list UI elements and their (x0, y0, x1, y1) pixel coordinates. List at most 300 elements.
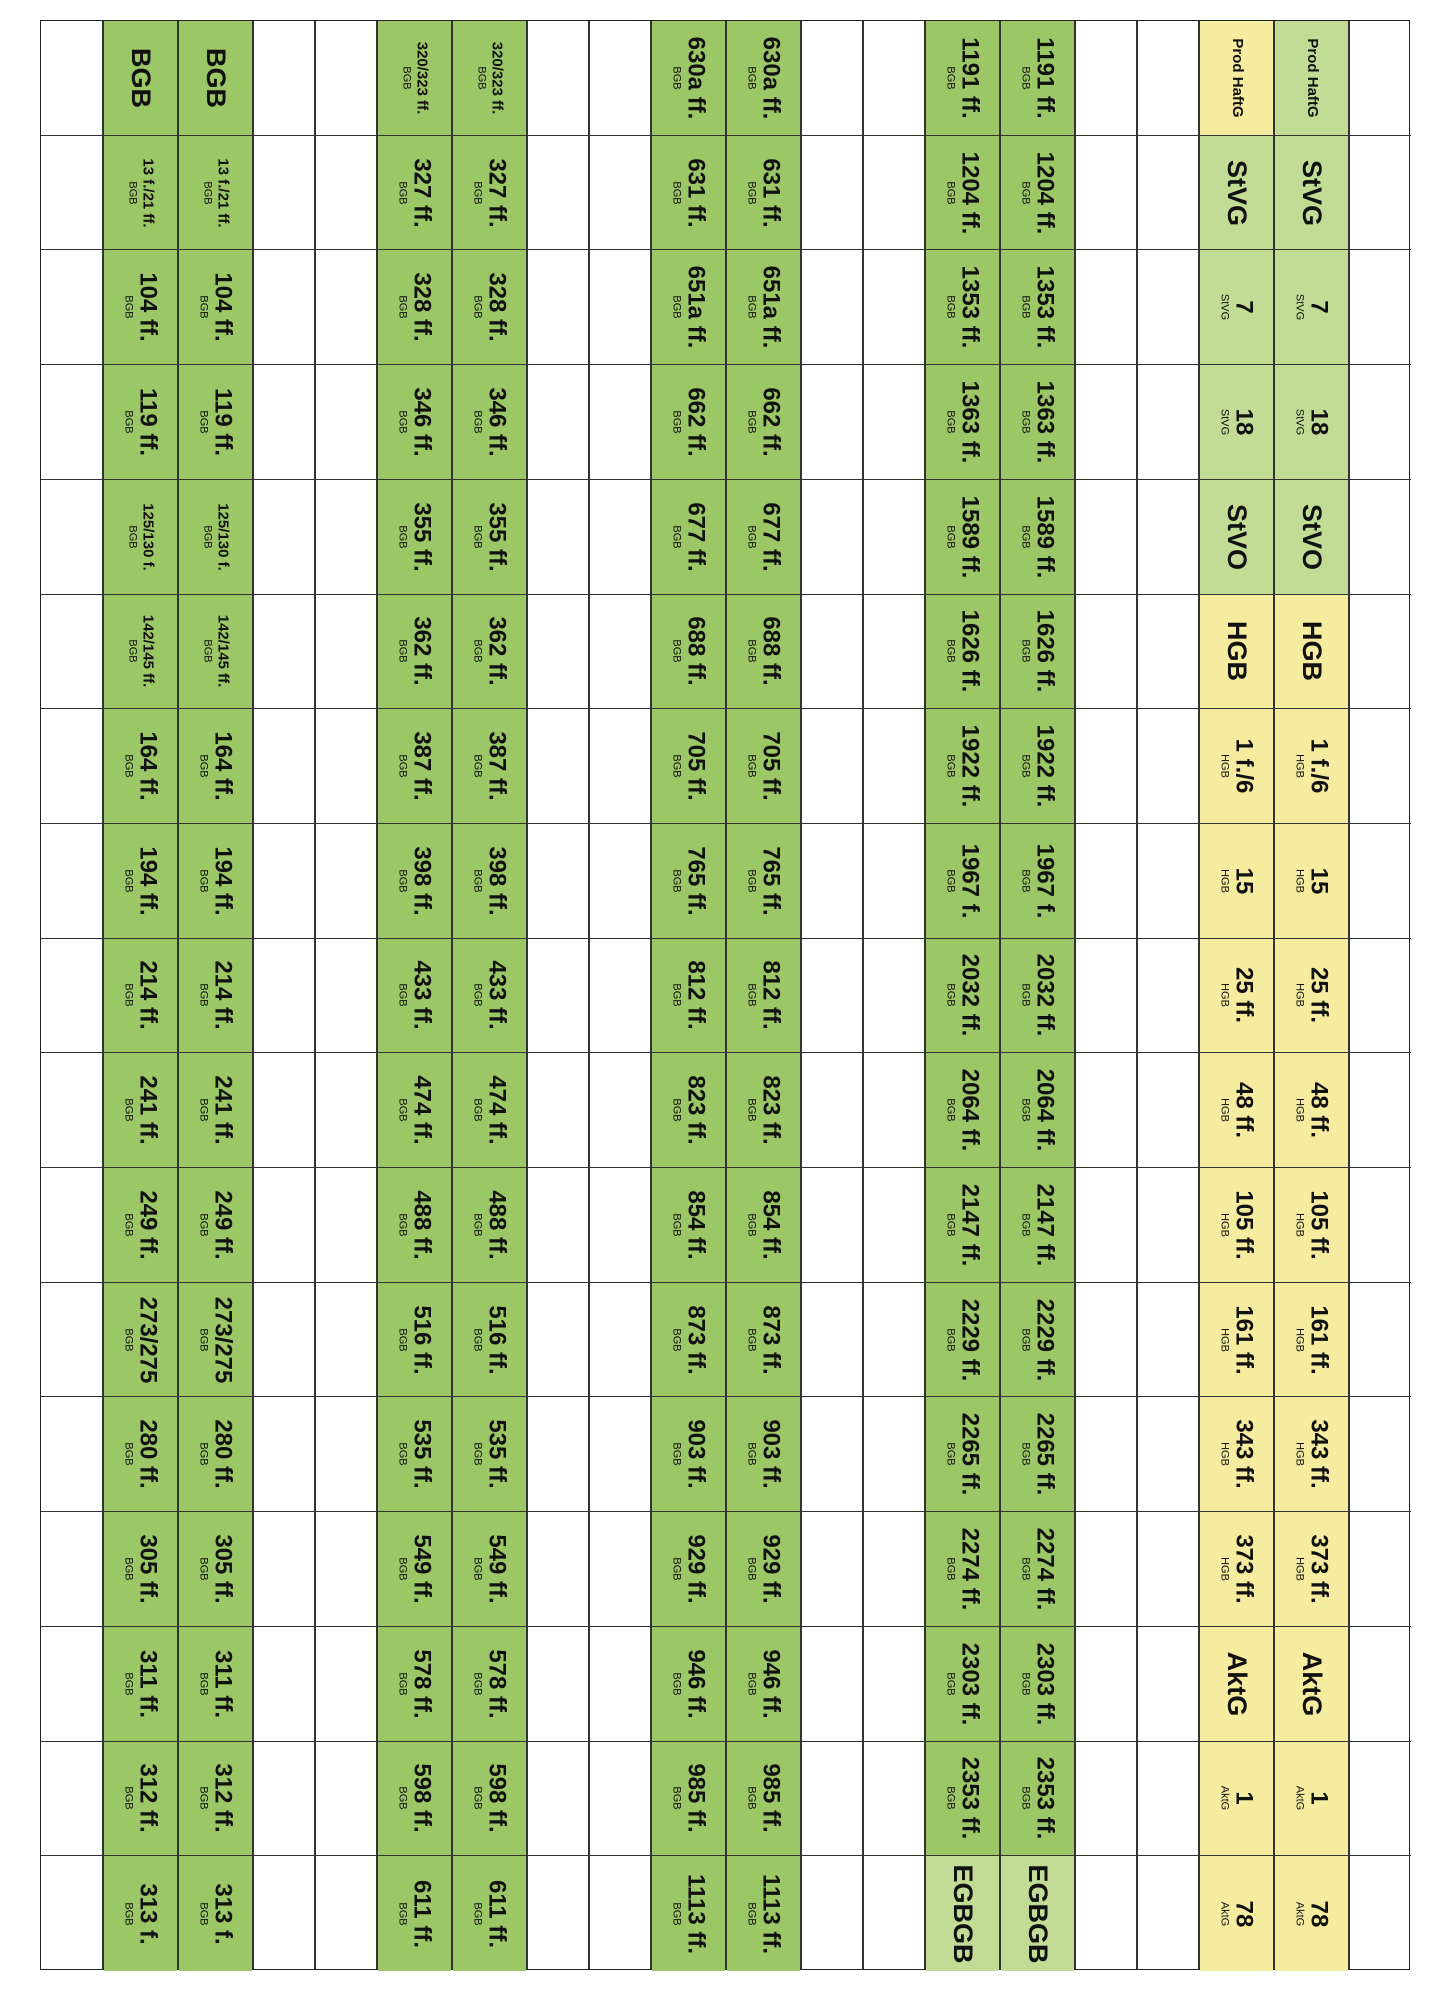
tab-law-abbreviation: BGB (470, 410, 483, 434)
empty-cell (802, 595, 862, 710)
tab-label: 313 f. (133, 1882, 161, 1945)
tab-law-abbreviation: BGB (121, 983, 134, 1008)
empty-cell (254, 1512, 314, 1627)
tab-law-abbreviation: BGB (196, 1327, 209, 1352)
tab-cell-content (126, 503, 155, 571)
empty-cell (528, 1627, 588, 1742)
tab-cell (727, 1053, 800, 1168)
tab-cell (1001, 1742, 1074, 1857)
tab-law-abbreviation: BGB (470, 1098, 483, 1122)
tab-cell (179, 1283, 252, 1398)
tab-law-abbreviation: BGB (744, 754, 757, 778)
tab-label: 398 ff. (407, 846, 435, 916)
tab-cell-content (395, 273, 434, 342)
tab-cell-content (1222, 1651, 1250, 1716)
tab-cell (727, 1627, 800, 1742)
empty-cell (1138, 480, 1198, 595)
tab-cell-content (1222, 160, 1250, 226)
tab-cell (104, 250, 177, 365)
tab-law-abbreviation: BGB (121, 295, 134, 319)
tab-cell (104, 595, 177, 710)
tab-cell (926, 365, 999, 480)
tab-label: 1 f./6 (1304, 738, 1332, 794)
tab-cell-content (1292, 294, 1331, 320)
tab-label: 2265 ff. (955, 1412, 983, 1496)
tab-cell (179, 1053, 252, 1168)
tab-cell-content (470, 502, 509, 571)
tab-column-c7 (452, 21, 527, 1969)
empty-cell (254, 1397, 314, 1512)
tab-cell-content (121, 1076, 160, 1145)
tab-label: 320/323 ff. (488, 41, 506, 115)
empty-cell (1350, 250, 1411, 365)
empty-cell (41, 21, 102, 136)
tab-cell-content (1018, 954, 1057, 1037)
tab-cell-content (1018, 1757, 1057, 1840)
tab-cell (926, 824, 999, 939)
tab-label: 985 ff. (756, 1763, 784, 1834)
tab-label: 2147 ff. (1030, 1183, 1058, 1267)
tab-law-abbreviation: BGB (669, 1902, 682, 1926)
empty-cell (254, 595, 314, 710)
tab-label: 105 ff. (1304, 1190, 1332, 1260)
tab-cell-content (669, 1649, 708, 1718)
tab-cell-content (196, 1296, 235, 1383)
tab-law-abbreviation: BGB (943, 1327, 956, 1352)
tab-law-abbreviation: HGB (1217, 1212, 1230, 1237)
empty-cell (1138, 595, 1198, 710)
tab-label: 854 ff. (756, 1190, 784, 1260)
tab-label: 48 ff. (1304, 1082, 1332, 1139)
tab-law-abbreviation: BGB (121, 1902, 134, 1926)
empty-cell (528, 1512, 588, 1627)
empty-cell (864, 1512, 924, 1627)
tab-law-abbreviation: HGB (1292, 1098, 1305, 1123)
tab-label: 1353 ff. (1030, 265, 1058, 349)
tab-cell-content (1297, 621, 1325, 681)
tab-label: 662 ff. (756, 387, 784, 457)
empty-cell (1350, 709, 1411, 824)
tab-label: 214 ff. (133, 960, 161, 1031)
tab-label: 631 ff. (756, 157, 784, 228)
tab-cell-content (121, 388, 160, 456)
tab-cell-content (669, 1534, 708, 1603)
tab-label: 373 ff. (1229, 1534, 1257, 1604)
tab-label: 355 ff. (407, 501, 435, 572)
empty-cell (41, 1856, 102, 1971)
tab-law-abbreviation: BGB (121, 1672, 134, 1696)
tab-law-abbreviation: BGB (744, 1557, 757, 1581)
tab-law-abbreviation: BGB (744, 1213, 757, 1237)
tab-law-abbreviation: AktG (1217, 1786, 1230, 1811)
tab-cell-content (669, 617, 708, 686)
tab-cell-content (1018, 1642, 1057, 1725)
empty-cell (1138, 1512, 1198, 1627)
empty-cell (1138, 250, 1198, 365)
tab-cell-content (744, 846, 783, 915)
empty-cell (1350, 1512, 1411, 1627)
tab-cell (378, 250, 451, 365)
tab-law-abbreviation: BGB (196, 1213, 209, 1237)
empty-cell (590, 1627, 650, 1742)
tab-label: EGBGB (947, 1864, 978, 1964)
tab-label: 241 ff. (208, 1075, 236, 1145)
empty-cell (41, 1283, 102, 1398)
empty-cell (316, 21, 376, 136)
tab-label: StVG (1296, 159, 1327, 226)
tab-cell (453, 1512, 526, 1627)
empty-cell (1076, 824, 1136, 939)
tab-cell-content (470, 158, 509, 227)
tab-law-abbreviation: BGB (395, 983, 408, 1008)
tab-cell-content (744, 1420, 783, 1489)
empty-cell (802, 709, 862, 824)
tab-cell (652, 1627, 725, 1742)
tab-cell-content (470, 273, 509, 342)
tab-cell-content (744, 387, 783, 456)
tab-law-abbreviation: BGB (943, 1672, 956, 1696)
empty-cell (1350, 1283, 1411, 1398)
empty-cell (41, 480, 102, 595)
empty-cell (254, 365, 314, 480)
tab-law-abbreviation: BGB (943, 66, 956, 90)
tab-label: 1922 ff. (955, 724, 983, 808)
tab-law-abbreviation: BGB (126, 525, 139, 549)
tab-label: Prod HaftG (1303, 38, 1321, 118)
empty-cell (864, 709, 924, 824)
tab-cell-content (744, 731, 783, 800)
tab-label: 119 ff. (133, 387, 161, 456)
tab-label: AktG (1296, 1651, 1327, 1716)
tab-column-c10 (651, 21, 726, 1969)
tab-cell-content (1292, 1420, 1331, 1489)
tab-cell-content (395, 1649, 434, 1718)
tab-label: 78 (1229, 1900, 1257, 1927)
tab-cell (453, 21, 526, 136)
tab-cell (652, 1856, 725, 1971)
tab-cell (104, 1856, 177, 1971)
tab-cell (378, 1512, 451, 1627)
tab-label: 765 ff. (756, 846, 784, 916)
tab-label: 241 ff. (133, 1075, 161, 1145)
tab-cell-content (196, 1764, 235, 1833)
tab-cell-content (1292, 1534, 1331, 1603)
tab-law-abbreviation: BGB (943, 1213, 956, 1237)
empty-cell (1138, 1856, 1198, 1971)
empty-cell (1138, 21, 1198, 136)
tab-cell (1200, 1856, 1273, 1971)
empty-cell (254, 1627, 314, 1742)
tab-law-abbreviation: BGB (470, 180, 483, 205)
tab-law-abbreviation: BGB (196, 1557, 209, 1581)
tab-label: 2274 ff. (955, 1527, 983, 1611)
tab-cell (652, 939, 725, 1054)
tab-cell (727, 21, 800, 136)
tab-cell-content (395, 731, 434, 800)
tab-law-abbreviation: HGB (1292, 1557, 1305, 1581)
tab-law-abbreviation: AktG (1292, 1901, 1305, 1926)
tab-cell-content (744, 158, 783, 227)
tab-label: 142/145 ff. (214, 615, 232, 688)
tab-law-abbreviation: BGB (669, 1098, 682, 1122)
empty-cell (1350, 21, 1411, 136)
tab-label: 125/130 f. (214, 502, 232, 571)
tab-cell-content (1018, 151, 1057, 234)
empty-cell (41, 136, 102, 251)
tab-cell (104, 824, 177, 939)
tab-law-abbreviation: BGB (1018, 1327, 1031, 1352)
tab-label: 1967 f. (955, 843, 983, 919)
tab-law-abbreviation: BGB (943, 1557, 956, 1581)
tab-cell (378, 365, 451, 480)
tab-cell-content (669, 1764, 708, 1833)
tab-cell-content (1217, 409, 1256, 436)
empty-cell (528, 1168, 588, 1283)
tab-cell (104, 365, 177, 480)
tab-law-abbreviation: BGB (470, 1786, 483, 1811)
tab-cell (453, 1168, 526, 1283)
tab-cell-content (1297, 160, 1325, 226)
tab-label: 362 ff. (482, 616, 510, 687)
tab-label: 373 ff. (1304, 1534, 1332, 1604)
tab-cell (179, 1512, 252, 1627)
tab-cell (727, 1856, 800, 1971)
empty-cell (864, 365, 924, 480)
tab-law-abbreviation: BGB (744, 1902, 757, 1926)
tab-sheet (40, 20, 1410, 1970)
tab-cell-content (121, 1190, 160, 1259)
tab-label: 823 ff. (756, 1075, 784, 1145)
tab-cell (652, 136, 725, 251)
tab-cell (378, 1856, 451, 1971)
tab-cell-content (943, 37, 982, 118)
tab-cell (453, 939, 526, 1054)
empty-cell (864, 824, 924, 939)
empty-cell (316, 709, 376, 824)
tab-cell (652, 21, 725, 136)
tab-cell (179, 1397, 252, 1512)
tab-label: 2032 ff. (1030, 954, 1058, 1037)
empty-cell (41, 1742, 102, 1857)
tab-law-abbreviation: BGB (196, 1442, 209, 1466)
tab-cell (1001, 1512, 1074, 1627)
tab-law-abbreviation: BGB (669, 180, 682, 205)
tab-law-abbreviation: BGB (395, 1786, 408, 1811)
tab-cell (1275, 480, 1348, 595)
tab-law-abbreviation: BGB (395, 410, 408, 434)
tab-label: 25 ff. (1304, 967, 1332, 1024)
tab-law-abbreviation: BGB (470, 983, 483, 1008)
empty-cell (254, 1742, 314, 1857)
empty-cell (1076, 480, 1136, 595)
tab-cell (1275, 1397, 1348, 1512)
empty-cell (802, 480, 862, 595)
tab-cell-content (395, 387, 434, 456)
tab-law-abbreviation: BGB (395, 1442, 408, 1466)
tab-label: 873 ff. (756, 1304, 784, 1375)
tab-label: 2147 ff. (955, 1183, 983, 1267)
empty-cell (1076, 939, 1136, 1054)
tab-cell (453, 365, 526, 480)
tab-cell (926, 21, 999, 136)
tab-law-abbreviation: BGB (669, 1786, 682, 1811)
tab-label: 1922 ff. (1030, 724, 1058, 808)
tab-column-c8 (527, 21, 589, 1969)
empty-cell (41, 1168, 102, 1283)
tab-cell (926, 250, 999, 365)
empty-cell (864, 1742, 924, 1857)
tab-cell (378, 1283, 451, 1398)
tab-cell (179, 1856, 252, 1971)
tab-cell (1200, 136, 1273, 251)
tab-cell-content (943, 1298, 982, 1381)
tab-cell-content (196, 273, 235, 342)
tab-label: 164 ff. (133, 731, 161, 801)
tab-cell (1200, 21, 1273, 136)
tab-law-abbreviation: BGB (943, 983, 956, 1008)
tab-law-abbreviation: BGB (1018, 1213, 1031, 1237)
empty-cell (1138, 365, 1198, 480)
empty-cell (528, 1283, 588, 1398)
tab-label: 688 ff. (756, 616, 784, 687)
tab-cell-content (121, 1534, 160, 1603)
tab-label: 1191 ff. (955, 37, 983, 119)
tab-label: 355 ff. (482, 501, 510, 572)
tab-cell (1275, 1168, 1348, 1283)
tab-column-c20 (1349, 21, 1411, 1969)
tab-cell-content (669, 266, 708, 349)
tab-label: 516 ff. (407, 1304, 435, 1375)
tab-cell (926, 1512, 999, 1627)
tab-cell-content (943, 610, 982, 693)
tab-label: 2229 ff. (1030, 1298, 1058, 1381)
tab-cell (1200, 1627, 1273, 1742)
tab-law-abbreviation: BGB (395, 754, 408, 778)
tab-cell-content (943, 381, 982, 464)
empty-cell (1076, 1856, 1136, 1971)
tab-cell (378, 1627, 451, 1742)
tab-column-c15 (1000, 21, 1075, 1969)
tab-law-abbreviation: HGB (1292, 983, 1305, 1008)
tab-cell-content (744, 36, 783, 119)
tab-label: 630a ff. (756, 36, 784, 120)
tab-law-abbreviation: BGB (943, 1786, 956, 1811)
tab-law-abbreviation: BGB (395, 1672, 408, 1696)
empty-cell (528, 1053, 588, 1168)
empty-cell (864, 939, 924, 1054)
tab-law-abbreviation: BGB (1018, 1557, 1031, 1581)
tab-law-abbreviation: BGB (475, 66, 488, 90)
tab-label: 549 ff. (482, 1534, 510, 1604)
tab-cell-content (669, 1420, 708, 1489)
tab-label: 611 ff. (482, 1879, 510, 1948)
tab-column-c18 (1199, 21, 1274, 1969)
empty-cell (316, 1742, 376, 1857)
tab-law-abbreviation: BGB (121, 1098, 134, 1122)
tab-cell-content (196, 1420, 235, 1489)
empty-cell (802, 1856, 862, 1971)
tab-cell (1001, 939, 1074, 1054)
tab-law-abbreviation: BGB (395, 525, 408, 549)
tab-law-abbreviation: HGB (1292, 1212, 1305, 1237)
tab-cell (1200, 1168, 1273, 1283)
tab-cell-content (126, 48, 154, 108)
tab-law-abbreviation: BGB (943, 525, 956, 549)
tab-label: 812 ff. (681, 960, 709, 1031)
tab-label: 631 ff. (681, 157, 709, 228)
tab-cell-content (943, 495, 982, 578)
tab-cell-content (1217, 1190, 1256, 1259)
tab-law-abbreviation: BGB (470, 639, 483, 663)
empty-cell (1350, 1053, 1411, 1168)
tab-law-abbreviation: BGB (395, 295, 408, 319)
tab-label: 1191 ff. (1030, 37, 1058, 119)
tab-cell (652, 709, 725, 824)
tab-law-abbreviation: BGB (470, 754, 483, 778)
empty-cell (590, 1856, 650, 1971)
tab-law-abbreviation: StVG (1292, 294, 1305, 321)
tab-label: 1626 ff. (1030, 610, 1058, 693)
tab-label: 13 f./21 ff. (139, 157, 157, 228)
empty-cell (1350, 1397, 1411, 1512)
empty-cell (802, 1742, 862, 1857)
tab-cell-content (1018, 1069, 1057, 1152)
tab-cell (179, 939, 252, 1054)
tab-label: 398 ff. (482, 846, 510, 916)
empty-cell (802, 1397, 862, 1512)
tab-cell-content (395, 1764, 434, 1833)
tab-label: 2303 ff. (1030, 1642, 1058, 1726)
empty-cell (316, 136, 376, 251)
tab-label: 578 ff. (407, 1649, 435, 1719)
tab-column-c16 (1075, 21, 1137, 1969)
tab-cell-content (395, 846, 434, 915)
tab-cell-content (470, 961, 509, 1030)
tab-cell-content (121, 1650, 160, 1718)
tab-cell (453, 709, 526, 824)
tab-label: 312 ff. (208, 1763, 236, 1834)
tab-label: Prod HaftG (1228, 38, 1246, 118)
empty-cell (316, 824, 376, 939)
tab-label: 535 ff. (482, 1419, 510, 1489)
empty-cell (864, 1053, 924, 1168)
tab-law-abbreviation: BGB (669, 66, 682, 90)
tab-label: 142/145 ff. (139, 615, 157, 688)
tab-label: 1363 ff. (955, 380, 983, 464)
tab-cell-content (470, 1649, 509, 1718)
tab-cell (652, 1742, 725, 1857)
tab-cell (179, 21, 252, 136)
tab-cell (1275, 709, 1348, 824)
tab-cell-content (201, 503, 230, 571)
tab-label: 1204 ff. (1030, 151, 1058, 234)
tab-label: 1967 f. (1030, 843, 1058, 919)
tab-label: 273/275 (208, 1296, 236, 1383)
tab-label: 7 (1229, 300, 1257, 314)
tab-cell (378, 480, 451, 595)
empty-cell (590, 480, 650, 595)
tab-law-abbreviation: BGB (400, 66, 413, 90)
empty-cell (528, 21, 588, 136)
tab-cell (727, 824, 800, 939)
tab-label: 651a ff. (756, 265, 784, 349)
tab-cell (1001, 1053, 1074, 1168)
empty-cell (1350, 136, 1411, 251)
tab-cell (727, 1283, 800, 1398)
tab-cell-content (943, 1184, 982, 1267)
empty-cell (1350, 1168, 1411, 1283)
tab-label: 305 ff. (208, 1534, 236, 1604)
